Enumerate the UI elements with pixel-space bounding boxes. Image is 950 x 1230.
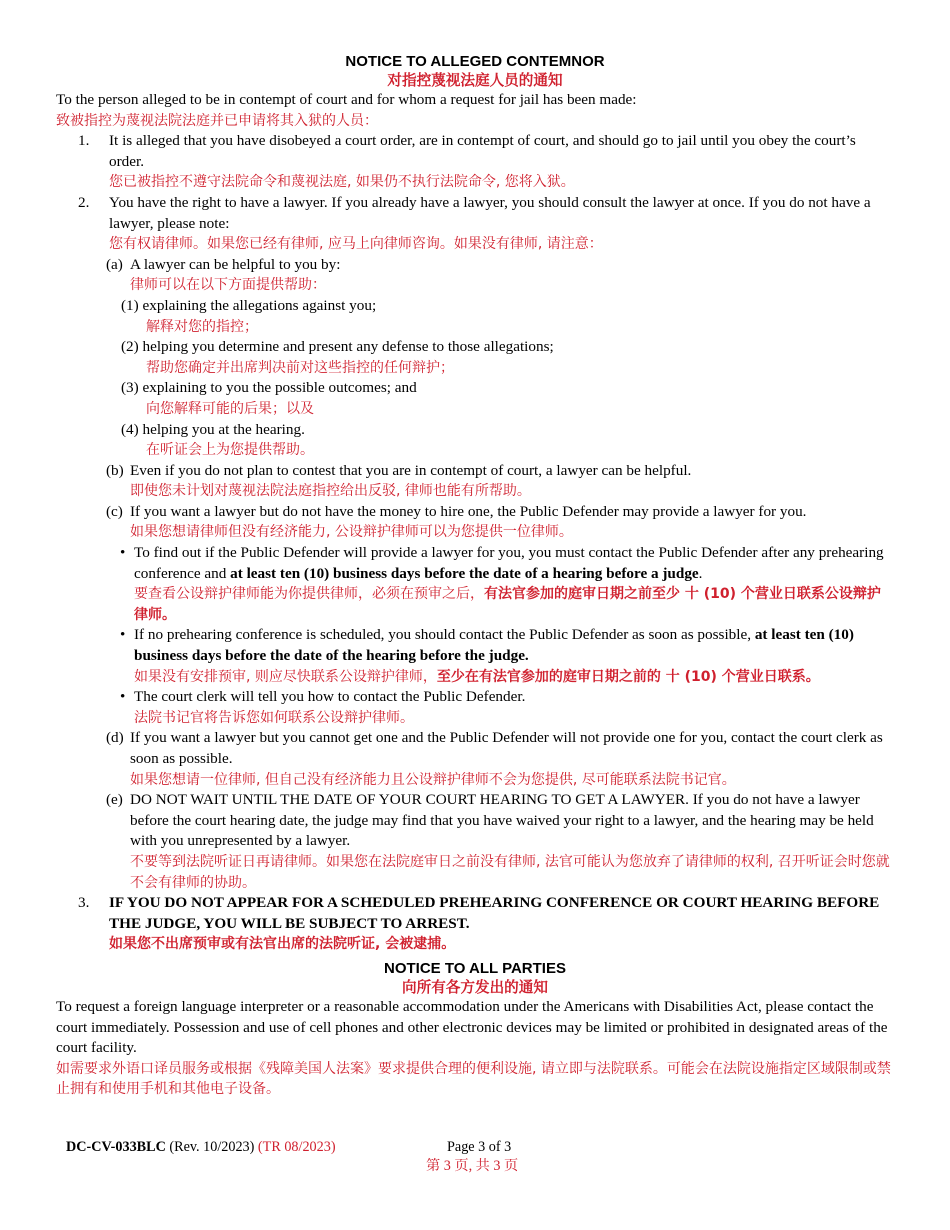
bullet-3-en: The court clerk will tell you how to contact the Public Defender. — [134, 688, 526, 706]
sub-item-4-en: (4) helping you at the hearing. — [121, 420, 305, 438]
bullet-2-en-bold: at least ten (10) business days before the date of the hearing before the judge. — [134, 626, 854, 665]
item-3-zh: 如果您不出席预审或有法官出席的法院听证, 会被逮捕。 — [109, 936, 456, 953]
translation-revision: (TR 08/2023) — [257, 1139, 336, 1155]
item-2c-label: (c) — [106, 502, 123, 520]
bullet-2-zh-text: 如果没有安排预审, 则应尽快联系公设辩护律师， — [134, 668, 437, 685]
item-2e-zh: 不要等到法院听证日再请律师。如果您在法院庭审日之前没有律师, 法官可能认为您放弃了请律师的权利, 召开听证会时您就不会有律师的协助。 — [130, 853, 890, 891]
sub-item-1-en: (1) explaining the allegations against you; — [121, 296, 377, 314]
item-1-en: It is alleged that you have disobeyed a court order, are in contempt of court, and should go to jail until you obey the court’s order. — [109, 132, 856, 170]
parties-body-zh: 如需要求外语口译员服务或根据《残障美国人法案》要求提供合理的便利设施, 请立即与法院联系。可能会在法院设施指定区域限制或禁止拥有和使用手机和其他电子设备。 — [56, 1060, 891, 1098]
item-1 — [56, 131, 894, 193]
sub-item-2-zh: 帮助您确定并出席判决前对这些指控的任何辩护； — [146, 359, 454, 376]
item-2c — [56, 502, 894, 543]
item-3-number: 3. — [78, 894, 90, 912]
item-2e — [56, 790, 894, 893]
item-2a — [56, 255, 894, 296]
bullet-1-en-after: . — [698, 564, 703, 582]
item-2d-en: If you want a lawyer but you cannot get one and the Public Defender will not provide one for you, contact the court clerk as soon as possible. — [130, 729, 883, 767]
intro-en: To the person alleged to be in contempt of court and for whom a request for jail has been made: — [56, 91, 637, 108]
bullet-3-zh: 法院书记官将告诉您如何联系公设辩护律师。 — [134, 709, 414, 726]
item-3 — [56, 893, 894, 955]
bullet-2-zh — [122, 667, 894, 688]
bullet-1 — [56, 543, 894, 625]
item-2b-zh: 即使您未计划对蔑视法院法庭指控给出反驳, 律师也能有所帮助。 — [130, 483, 531, 500]
form-code: DC-CV-033BLC — [66, 1139, 166, 1155]
sub-item-3 — [56, 378, 894, 419]
parties-notice-title — [56, 959, 894, 997]
bullet-3-glyph: • — [120, 688, 126, 706]
item-2a-en: A lawyer can be helpful to you by: — [130, 255, 341, 273]
item-2a-label: (a) — [106, 255, 123, 273]
bullet-1-en-bold: at least ten (10) business days before the date of a hearing before a judge — [230, 564, 699, 582]
sub-item-3-en: (3) explaining to you the possible outcomes; and — [121, 379, 417, 397]
parties-title-en: NOTICE TO ALL PARTIES — [384, 959, 566, 977]
document-content — [56, 52, 894, 1100]
page-number-en: Page 3 of 3 — [447, 1139, 512, 1155]
bullet-2-en-text: If no prehearing conference is scheduled, you should contact the Public Defender as soon as possible, — [134, 626, 755, 644]
parties-title-zh: 向所有各方发出的通知 — [402, 978, 548, 996]
contemnor-title-zh: 对指控蔑视法庭人员的通知 — [387, 72, 563, 89]
bullet-1-en — [122, 543, 894, 584]
item-2b — [56, 461, 894, 502]
contemnor-title-en: NOTICE TO ALLEGED CONTEMNOR — [345, 53, 605, 70]
sub-item-2 — [56, 337, 894, 378]
page-number-block — [426, 1138, 519, 1176]
bullet-2-en — [122, 625, 894, 666]
item-1-zh: 您已被指控不遵守法院命令和蔑视法庭, 如果仍不执行法院命令, 您将入狱。 — [109, 174, 575, 191]
sub-item-3-zh: 向您解释可能的后果；以及 — [146, 400, 314, 417]
item-2c-en: If you want a lawyer but do not have the money to hire one, the Public Defender may provide a lawyer for you. — [130, 502, 807, 520]
item-2c-zh: 如果您想请律师但没有经济能力, 公设辩护律师可以为您提供一位律师。 — [130, 524, 573, 541]
bullet-2-glyph: • — [120, 626, 126, 644]
item-2e-label: (e) — [106, 791, 123, 809]
form-code-block — [66, 1138, 336, 1157]
bullet-1-zh-text: 要查看公设辩护律师能为你提供律师，必须在预审之后， — [134, 586, 484, 603]
item-2-zh: 您有权请律师。如果您已经有律师, 应马上向律师咨询。如果没有律师, 请注意： — [109, 236, 603, 253]
sub-item-1 — [56, 296, 894, 337]
bullet-1-en-text: To find out if the Public Defender will provide a lawyer for you, you must contact the Public Defender after any prehearing conference and — [134, 544, 884, 582]
item-2d-label: (d) — [106, 729, 124, 747]
item-2e-en: DO NOT WAIT UNTIL THE DATE OF YOUR COURT HEARING TO GET A LAWYER. If you do not have a lawyer before the court hearing date, the judge may find that you have waived your right to a lawyer, and the hearing may be held with you unrepresented by a lawyer. — [130, 791, 874, 850]
contemnor-notice-title — [56, 52, 894, 90]
bullet-2-zh-bold: 至少在有法官参加的庭审日期之前的 十 (10) 个营业日联系。 — [436, 668, 820, 685]
item-2-number: 2. — [78, 193, 90, 211]
item-3-en: IF YOU DO NOT APPEAR FOR A SCHEDULED PREHEARING CONFERENCE OR COURT HEARING BEFORE THE JUDGE, YOU WILL BE SUBJECT TO ARREST. — [109, 894, 880, 932]
bullet-1-zh-bold: 有法官参加的庭审日期之前至少 十 (10) 个营业日联系公设辩护律师。 — [134, 586, 881, 623]
page-number-zh: 第 3 页, 共 3 页 — [426, 1158, 519, 1174]
item-2a-zh: 律师可以在以下方面提供帮助： — [130, 277, 326, 294]
sub-item-2-en: (2) helping you determine and present any defense to those allegations; — [121, 338, 554, 356]
form-revision: (Rev. 10/2023) — [169, 1139, 255, 1155]
item-2-en: You have the right to have a lawyer. If you already have a lawyer, you should consult the lawyer at once. If you do not have a lawyer, please note: — [109, 193, 871, 232]
parties-body-en: To request a foreign language interpreter or a reasonable accommodation under the Americans with Disabilities Act, please contact the court immediately. Possession and use of cell phones and other electronic devices may be limited or prohibited in designated areas of the court facility. — [56, 997, 888, 1057]
bullet-1-glyph: • — [120, 544, 126, 562]
bullet-1-zh — [122, 584, 894, 625]
item-1-number: 1. — [78, 132, 90, 150]
item-2 — [56, 193, 894, 255]
intro-zh: 致被指控为蔑视法院法庭并已申请将其入狱的人员： — [56, 112, 378, 129]
sub-item-4-zh: 在听证会上为您提供帮助。 — [146, 442, 314, 459]
item-2b-label: (b) — [106, 461, 124, 479]
item-2b-en: Even if you do not plan to contest that you are in contempt of court, a lawyer can be helpful. — [130, 461, 692, 479]
sub-item-1-zh: 解释对您的指控； — [146, 318, 258, 335]
item-2d-zh: 如果您想请一位律师, 但自己没有经济能力且公设辩护律师不会为您提供, 尽可能联系法院书记官。 — [130, 771, 736, 788]
sub-item-4 — [56, 420, 894, 461]
bullet-2 — [56, 625, 894, 687]
bullet-3 — [56, 687, 894, 728]
item-2d — [56, 728, 894, 790]
